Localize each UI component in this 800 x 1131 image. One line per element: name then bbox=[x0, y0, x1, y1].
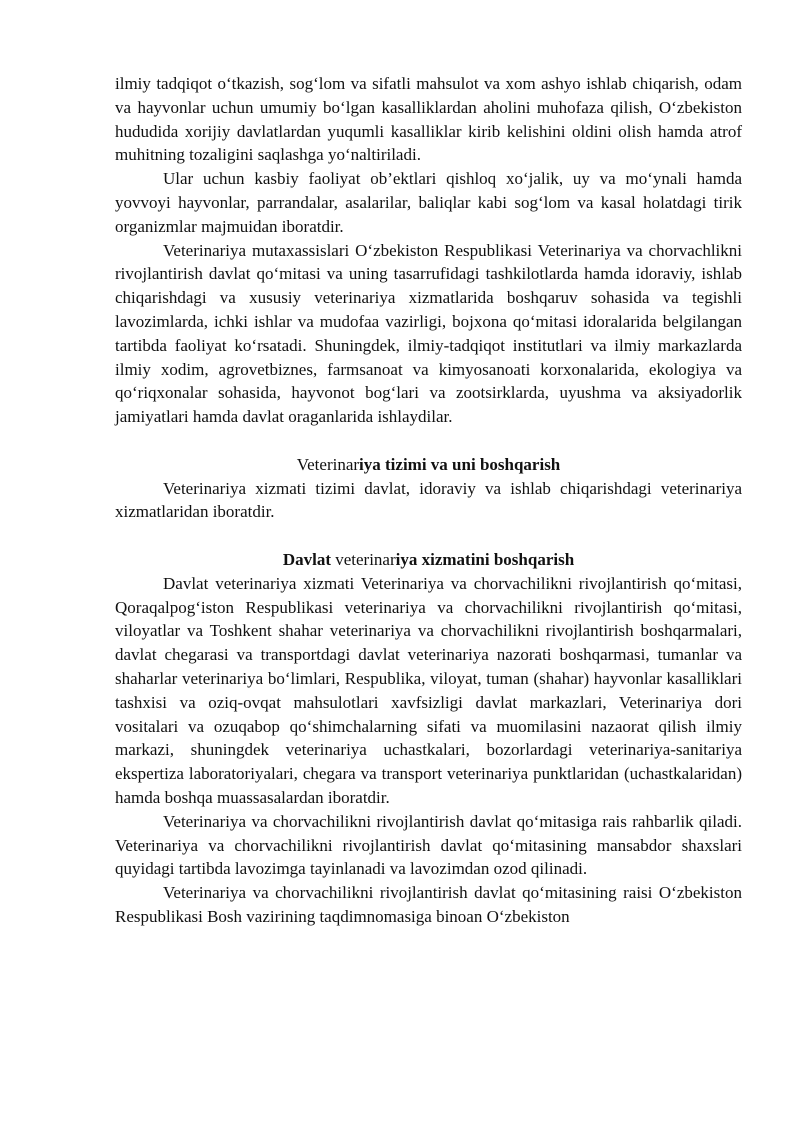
heading-part-regular: Veterinar bbox=[296, 454, 360, 474]
paragraph-7: Veterinariya va chorvachilikni rivojlantirish davlat qo‘mitasining raisi O‘zbekiston Respublikasi Bosh vazirining taqdimnomasiga binoan O‘zbekiston bbox=[115, 883, 742, 926]
paragraph-2: Ular uchun kasbiy faoliyat ob’ektlari qishloq xo‘jalik, uy va mo‘ynali hamda yovvoyi hayvonlar, parrandalar, asalarilar, baliqlar kabi sog‘lom va kasal holatdagi tirik organizmlar majmuidan iboratdir. bbox=[115, 169, 742, 236]
section-heading-state-service bbox=[115, 548, 742, 572]
heading-part-regular: veterinar bbox=[330, 549, 396, 569]
document-page bbox=[115, 72, 742, 929]
paragraph-1: ilmiy tadqiqot o‘tkazish, sog‘lom va sifatli mahsulot va xom ashyo ishlab chiqarish, odam va hayvonlar uchun umumiy bo‘lgan kasalliklardan aholini muhofaza qilish, O‘zbekiston hududida xorijiy davlatlardan yuqumli kasalliklar kirib kelishini oldini olish hamda atrof muhitning tozaligini saqlashga yo‘naltiriladi. bbox=[115, 74, 742, 165]
heading-part-bold-a: Davlat bbox=[282, 549, 331, 569]
paragraph-5: Davlat veterinariya xizmati Veterinariya va chorvachilikni rivojlantirish qo‘mitasi, Qoraqalpog‘iston Respublikasi veterinariya va chorvachilikni rivojlantirish qo‘mitasi, viloyatlar va Toshkent shahar veterinariya va chorvachilikni rivojlantirish boshqarmalari, davlat chegarasi va transportdagi davlat veterinariya nazorati boshqarmasi, tumanlar va shaharlar veterinariya bo‘limlari, Respublika, viloyat, tuman (shahar) hayvonlar kasalliklari tashxisi va oziq-ovqat mahsulotlari xavfsizligi davlat markazlari, Veterinariya dori vositalari va ozuqabop qo‘shimchalarning sifati va muomilasini nazaorat qilish ilmiy markazi, shuningdek veterinariya uchastkalari, bozorlardagi veterinariya-sanitariya ekspertiza laboratoriyalari, chegara va transport veterinariya punktlaridan (uchastkalaridan) hamda boshqa muassasalardan iboratdir. bbox=[115, 573, 742, 807]
heading-part-bold: iya tizimi va uni boshqarish bbox=[359, 454, 561, 474]
heading-part-bold-b: iya xizmatini boshqarish bbox=[395, 549, 575, 569]
section-heading-veterinary-system bbox=[115, 453, 742, 477]
paragraph-6: Veterinariya va chorvachilikni rivojlantirish davlat qo‘mitasiga rais rahbarlik qiladi. Veterinariya va chorvachilikni rivojlantirish davlat qo‘mitasining mansabdor shaxslari quyidagi tartibda lavozimga tayinlanadi va lavozimdan ozod qilinadi. bbox=[115, 811, 742, 879]
paragraph-4: Veterinariya xizmati tizimi davlat, idoraviy va ishlab chiqarishdagi veterinariya xizmatlaridan iboratdir. bbox=[115, 478, 742, 522]
paragraph-3: Veterinariya mutaxassislari O‘zbekiston Respublikasi Veterinariya va chorvachlikni rivojlantirish davlat qo‘mitasi va uning tasarrufidagi tashkilotlarda hamda idoraviy, ishlab chiqarishdagi va xususiy veterinariya xizmatlarida boshqaruv sohasida va tegishli lavozimlarda, ichki ishlar va mudofaa vazirligi, bojxona qo‘mitasi idoralarida belgilangan tartibda faoliyat ko‘rsatadi. Shuningdek, ilmiy-tadqiqot institutlari va ilmiy markazlarda ilmiy xodim, agrovetbiznes, farmsanoat va kimyosanoati korxonalarida, ekologiya va qo‘riqxonalar sohasida, hayvonot bog‘lari va zootsirklarda, uyushma va aksiyadorlik jamiyatlari hamda davlat oraganlarida ishlaydilar. bbox=[115, 240, 742, 427]
